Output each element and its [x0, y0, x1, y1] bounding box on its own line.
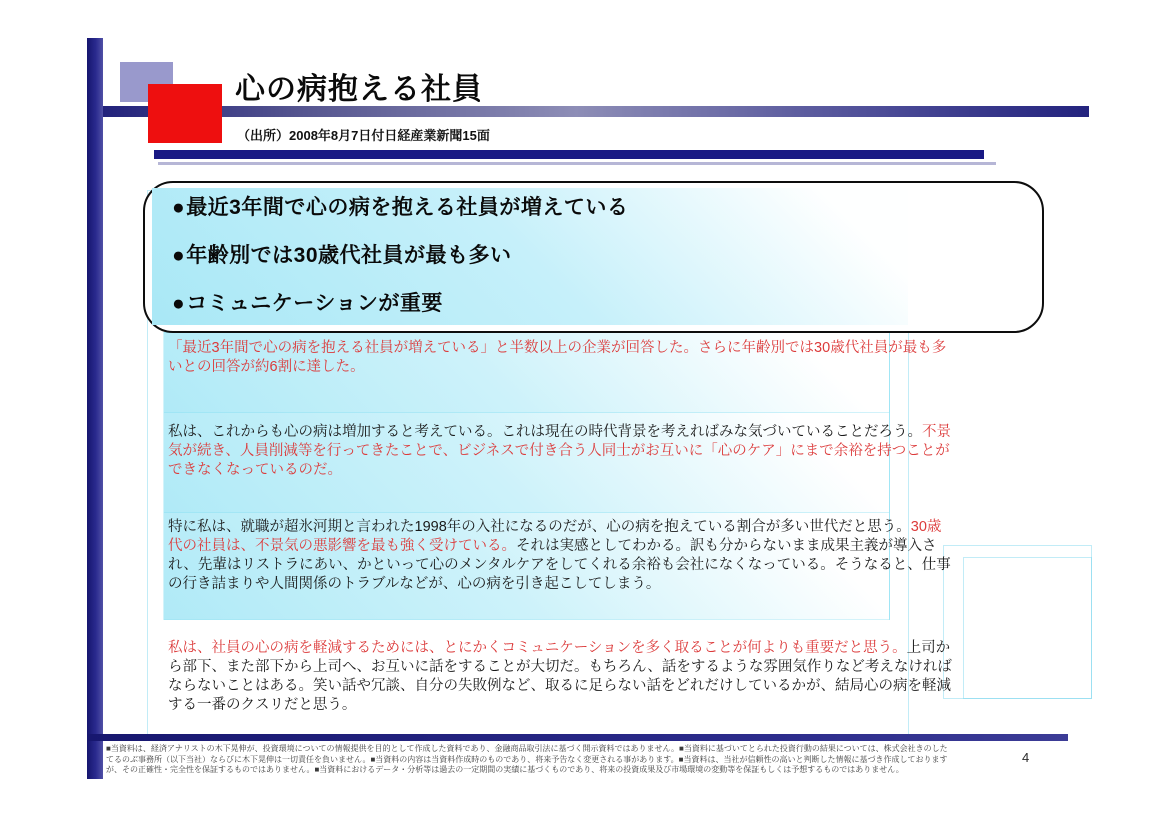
text-segment-black: 上司から部下、また部下から上司へ、お互いに話をすることが大切だ。もちろん、話をするような雰囲気作りなど考えなければならないことはある。笑い話や冗談、自分の失敗例など、取るに足らない話をどれだけしているかが、結局心の病を軽減する一番のクスリだと思う。: [168, 640, 952, 713]
text-segment-red: 30歳代の社員は、不景気の悪影響を最も強く受けている。: [168, 519, 942, 554]
summary-bullet-1: [172, 196, 628, 220]
summary-bullet-text: コミュニケーションが重要: [186, 292, 443, 315]
summary-box: [143, 181, 1044, 333]
text-segment-black: 私は、これからも心の病は増加すると考えている。これは現在の時代背景を考えればみな気づいていることだろう。: [168, 424, 922, 440]
text-segment-black: それは実感としてわかる。訳も分からないまま成果主義が導入され、先輩はリストラにあい、かといって心のメンタルケアをしてくれる余裕も会社になくなっている。そうなると、仕事の行き詰まりや人間関係のトラブルなどが、心の病を引き起こしてしまう。: [168, 538, 951, 592]
placeholder-outline-right-2: [963, 557, 1092, 699]
bullet-dot-icon: ●: [172, 292, 186, 315]
paragraph-2: [168, 423, 954, 480]
summary-bullet-list: [172, 196, 628, 316]
divider-thick: [154, 150, 984, 159]
red-square-decoration: [148, 84, 222, 143]
footer-line-2: てるのぶ事務所（以下当社）ならびに木下晃伸は一切責任を負いません。■当資料の内容は当資料作成時のものであり、将来予告なく変更される事があります。■当資料は、当社が信頼性の高いと判断した情報に基づき作成しております: [106, 754, 948, 764]
text-segment-red: 不景気が続き、人員削減等を行ってきたことで、ビジネスで付き合う人同士がお互いに「心のケア」にまで余裕を持つことができなくなっているのだ。: [168, 424, 951, 478]
left-accent-bar: [87, 38, 103, 779]
bullet-dot-icon: ●: [172, 244, 186, 267]
text-segment-black: 特に私は、就職が超氷河期と言われた1998年の入社になるのだが、心の病を抱えている割合が多い世代だと思う。: [168, 519, 911, 535]
slide-title: 心の病抱える社員: [235, 73, 483, 106]
footer-line-3: が、その正確性・完全性を保証するものではありません。■当資料におけるデータ・分析等は過去の一定期間の実績に基づくものであり、将来の投資成果及び市場環境の変動等を保証もしくは予想するものではありません。: [106, 765, 904, 774]
paragraph-3: [168, 518, 954, 594]
text-segment-red: 私は、社員の心の病を軽減するためには、とにかくコミュニケーションを多く取ることが何よりも重要だと思う。: [168, 640, 907, 656]
page-number: 4: [1022, 750, 1030, 765]
divider-thin: [158, 162, 996, 165]
summary-bullet-text: 年齢別では30歳代社員が最も多い: [186, 244, 512, 267]
footer-disclaimer: [106, 744, 998, 776]
summary-bullet-2: [172, 244, 628, 268]
text-segment-red: 「最近3年間で心の病を抱える社員が増えている」と半数以上の企業が回答した。さらに年齢別では30歳代社員が最も多いとの回答が約6割に達した。: [168, 340, 947, 375]
bullet-dot-icon: ●: [172, 196, 186, 219]
paragraph-4: [168, 639, 954, 715]
footer-line-1: ■当資料は、経済アナリストの木下晃伸が、投資環境についての情報提供を目的として作成した資料であり、金融商品取引法に基づく開示資料ではありません。■当資料に基づいてとられた投資行動の結果については、株式会社きのした: [106, 744, 948, 753]
footer-divider: [87, 734, 1068, 741]
paragraph-1: [168, 339, 954, 377]
summary-bullet-3: [172, 292, 628, 316]
source-note: （出所）2008年8月7日付日経産業新聞15面: [237, 128, 490, 143]
summary-bullet-text: 最近3年間で心の病を抱える社員が増えている: [186, 196, 629, 219]
